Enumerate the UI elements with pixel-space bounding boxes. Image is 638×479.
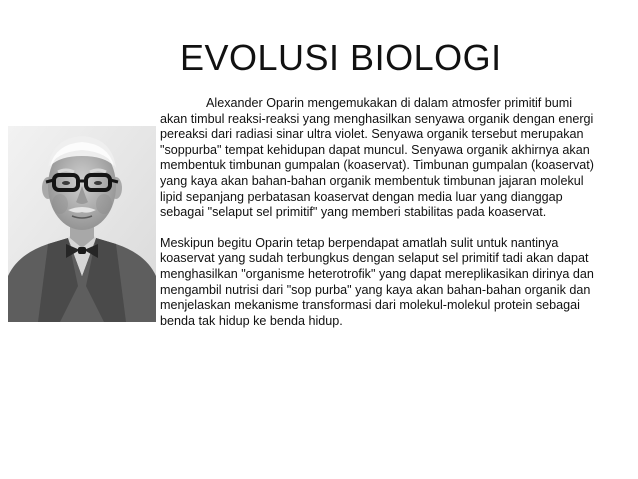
body-text bbox=[160, 96, 602, 329]
paragraph-oparin-theory: Alexander Oparin mengemukakan di dalam atmosfer primitif bumi akan timbul reaksi-reaksi yang menghasilkan senyawa organik dengan energi pereaksi dari radiasi sinar ultra violet. Senyawa organik tersebut merupakan "soppurba" tempat kehidupan dapat muncul. Senyawa organik akhirnya akan membentuk timbunan gumpalan (koaservat). Timbunan gumpalan (koaservat) yang kaya akan bahan-bahan organik membentuk timbunan jajaran molekul lipid sepanjang perbatasan koaservat dengan media luar yang dianggap sebagai "selaput sel primitif" yang memberi stabilitas pada koaservat. bbox=[160, 96, 595, 220]
paragraph-oparin-argument: Meskipun begitu Oparin tetap berpendapat amatlah sulit untuk nantinya koaservat yang sudah terbungkus dengan selaput sel primitif tadi akan dapat menghasilkan "organisme heterotrofik" yang dapat mereplikasikan dirinya dan mengambil nutrisi dari "sop purba" yang kaya akan bahan-bahan organik dan menjelaskan mekanisme transformasi dari molekul-molekul protein sebagai benda tak hidup ke benda hidup. bbox=[160, 235, 594, 328]
portrait-photo-icon bbox=[8, 126, 156, 322]
portrait-photo bbox=[8, 126, 156, 322]
slide-title: EVOLUSI BIOLOGI bbox=[180, 37, 502, 78]
